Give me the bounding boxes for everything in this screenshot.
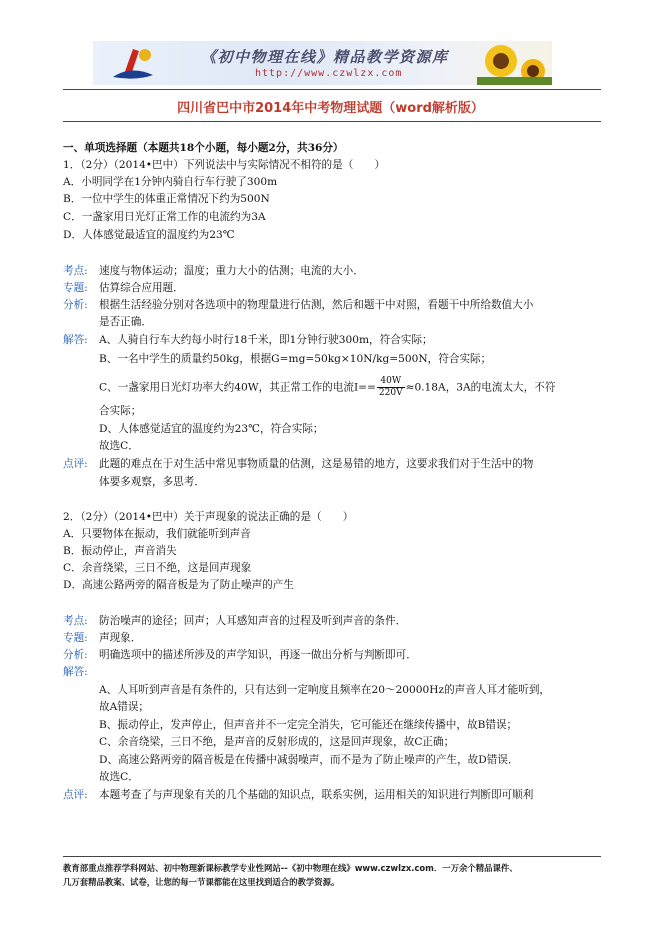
q1-option-c: C．一盏家用日光灯正常工作的电流约为3A: [63, 211, 266, 223]
q2-jieda-line-5: D、高速公路两旁的隔音板是在传播中减弱噪声，而不是为了防止噪声的产生，故D错误．: [99, 754, 519, 766]
q2-dianping-label: 点评:: [63, 789, 88, 801]
fraction-denominator: 220V: [378, 388, 403, 398]
q2-zhuanti-label: 专题:: [63, 632, 88, 644]
q2-stem: 2．（2分）（2014•巴中）关于声现象的说法正确的是（ ）: [63, 511, 354, 523]
q1-zhuanti: 估算综合应用题．: [99, 282, 184, 294]
section-heading: 一、单项选择题（本题共18个小题，每小题2分，共36分）: [63, 142, 344, 154]
sunflower-icon: [477, 45, 552, 85]
q1-fenxi-line-1: 根据生活经验分别对各选项中的物理量进行估测，然后和题干中对照，看题干中所给数值大小: [99, 299, 534, 311]
q1-dianping-line-2: 体要多观察，多思考．: [99, 476, 205, 488]
q2-kaodian: 防治噪声的途径；回声；人耳感知声音的过程及听到声音的条件．: [99, 615, 407, 627]
q1-jieda-c-pre: C、一盏家用日光灯功率大约40W，其正常工作的电流I==: [99, 381, 376, 394]
q1-option-d: D．人体感觉最适宜的温度约为23℃: [63, 229, 235, 241]
footer-line-2: 几万套精品教案、试卷，让您的每一节课都能在这里找到适合的教学资源。: [63, 877, 340, 887]
document-title: 四川省巴中市2014年中考物理试题（word解析版）: [177, 101, 484, 116]
logo-icon: [113, 49, 153, 79]
title-divider: [63, 121, 601, 122]
q1-jieda-a: A、人骑自行车大约每小时行18千米，即1分钟行驶300m，符合实际；: [99, 334, 433, 346]
q2-kaodian-label: 考点:: [63, 615, 88, 627]
q1-dianping-label: 点评:: [63, 458, 88, 470]
q1-kaodian: 速度与物体运动；温度；重力大小的估测；电流的大小．: [99, 265, 364, 277]
q1-jieda-c-post: ≈0.18A，3A的电流太大，不符: [405, 381, 556, 394]
q1-jieda-label: 解答:: [63, 334, 88, 346]
q1-option-a: A．小明同学在1分钟内骑自行车行驶了300m: [63, 176, 278, 188]
q1-jieda-c: [99, 376, 555, 399]
q2-fenxi-label: 分析:: [63, 649, 88, 661]
q1-jieda-d: D、人体感觉适宜的温度约为23℃，符合实际；: [99, 423, 324, 435]
q2-jieda-line-2: 故A错误；: [99, 701, 150, 713]
q1-fenxi-label: 分析:: [63, 299, 88, 311]
banner-title: 《初中物理在线》精品教学资源库: [201, 48, 449, 66]
q2-fenxi: 明确选项中的描述所涉及的声学知识，再逐一做出分析与判断即可．: [99, 649, 417, 661]
q1-option-b: B．一位中学生的体重正常情况下约为500N: [63, 193, 270, 205]
footer-divider: [63, 856, 601, 857]
q1-stem: 1．（2分）（2014•巴中）下列说法中与实际情况不相符的是（ ）: [63, 159, 386, 171]
q2-jieda-line-3: B、振动停止，发声停止，但声音并不一定完全消失，它可能还在继续传播中，故B错误；: [99, 719, 518, 731]
header-divider: [63, 89, 601, 90]
banner-url[interactable]: http://www.czwlzx.com: [255, 68, 403, 79]
q1-zhuanti-label: 专题:: [63, 282, 88, 294]
q2-option-b: B．振动停止，声音消失: [63, 545, 177, 557]
q1-kaodian-label: 考点:: [63, 265, 88, 277]
q2-dianping: 本题考查了与声现象有关的几个基础的知识点，联系实例，运用相关的知识进行判断即可顺利: [99, 789, 534, 801]
q2-option-d: D．高速公路两旁的隔音板是为了防止噪声的产生: [63, 579, 294, 591]
q2-option-c: C．余音绕梁，三日不绝，这是回声现象: [63, 562, 252, 574]
q1-jieda-c-continued: 合实际；: [99, 405, 142, 417]
q2-option-a: A．只要物体在振动，我们就能听到声音: [63, 528, 251, 540]
q2-jieda-label: 解答:: [63, 666, 88, 678]
q1-jieda-b: B、一名中学生的质量约50kg，根据G=mg=50kg×10N/kg=500N，符合实际；: [99, 353, 492, 365]
q2-zhuanti: 声现象．: [99, 632, 142, 644]
q1-dianping-line-1: 此题的难点在于对生活中常见事物质量的估测，这是易错的地方，这要求我们对于生活中的物: [99, 458, 534, 470]
header-banner: [93, 41, 552, 85]
fraction-numerator: 40W: [377, 376, 405, 388]
q2-jieda-line-1: A、人耳听到声音是有条件的，只有达到一定响度且频率在20～20000Hz的声音人耳才能听到，: [99, 684, 551, 696]
q1-jieda-end: 故选C．: [99, 440, 139, 452]
q1-fenxi-line-2: 是否正确．: [99, 316, 152, 328]
current-fraction: [377, 376, 405, 399]
footer-line-1: 教育部重点推荐学科网站、初中物理新课标教学专业性网站--《初中物理在线》www.czwlzx.com．一万余个精品课件、: [63, 863, 518, 873]
q2-jieda-line-6: 故选C．: [99, 771, 139, 783]
q2-jieda-line-4: C、余音绕梁，三日不绝，是声音的反射形成的，这是回声现象，故C正确；: [99, 736, 455, 748]
